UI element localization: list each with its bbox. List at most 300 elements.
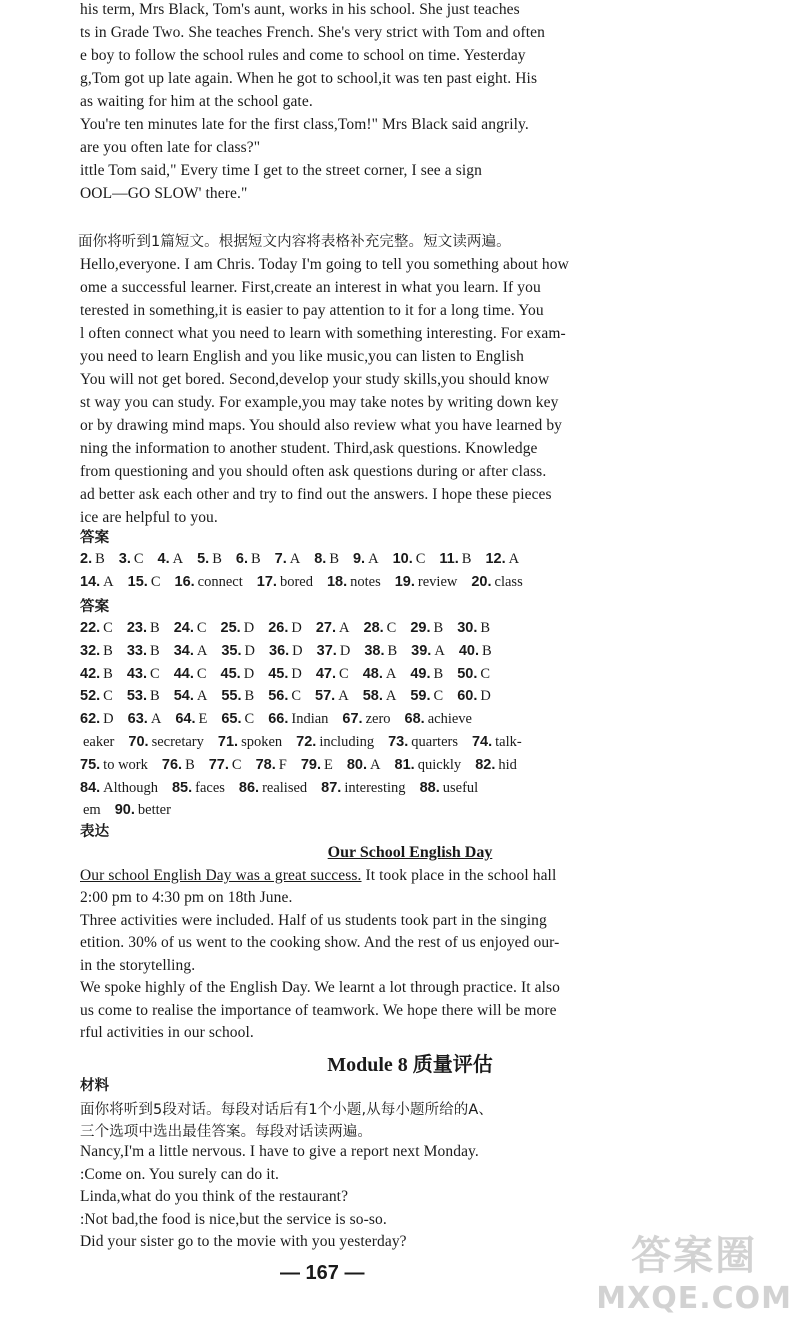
answer-number: 6. [235, 551, 248, 567]
answer-number: 82. [475, 756, 496, 773]
answer-number: 86. [238, 779, 260, 796]
answer-value: A [172, 551, 184, 567]
answer-value: A [434, 642, 445, 659]
answer-number: 17. [256, 574, 277, 590]
answer-value: Indian [291, 711, 329, 728]
answer-row [80, 686, 505, 706]
answer-row [80, 664, 504, 684]
passage-line: g,Tom got up late again. When he got to school,it was ten past eight. His [80, 70, 538, 87]
answer-number: 25. [220, 620, 241, 636]
dialogue-line: Did your sister go to the movie with you yesterday? [80, 1233, 407, 1250]
answer-value: quarters [411, 734, 458, 750]
answer-number: 67. [342, 711, 363, 728]
answer-row [80, 641, 506, 661]
answer-item [128, 572, 161, 592]
answer-number: 70. [128, 734, 149, 750]
answer-number: 33. [126, 642, 148, 659]
answer-value: A [508, 551, 520, 567]
answer-value: C [150, 665, 160, 682]
answer-number: 5. [197, 551, 210, 567]
answer-item [472, 732, 522, 752]
material-heading: 材料 [80, 1078, 110, 1094]
answer-value: achieve [427, 711, 472, 728]
answer-number: 22. [80, 620, 101, 636]
answer-item [327, 572, 381, 592]
answer-item [221, 709, 254, 729]
answer-number: 59. [410, 688, 431, 705]
essay-first-line-rest: It took place in the school hall [361, 867, 557, 884]
answer-row [80, 618, 504, 638]
answer-item [420, 778, 479, 798]
answer-item [457, 664, 490, 684]
answer-value: B [185, 756, 195, 773]
answer-value: B [387, 642, 398, 659]
answer-number: 48. [362, 665, 383, 682]
answer-item [80, 549, 105, 569]
passage-line: ad better ask each other and try to find out the answers. I hope these pieces [80, 486, 552, 503]
answer-number: 64. [175, 711, 196, 728]
answer-item [363, 686, 397, 706]
answer-number: 54. [173, 688, 194, 705]
dialogue-line: :Come on. You surely can do it. [80, 1165, 279, 1183]
answer-item [457, 686, 491, 706]
passage-line: You will not get bored. Second,develop your study skills,you should know [80, 371, 550, 388]
passage-line: terested in something,it is easier to pay attention to it for a long time. You [80, 302, 544, 319]
answer-item [80, 641, 113, 661]
essay-line: us come to realise the importance of teamwork. We hope there will be more [80, 1001, 557, 1019]
answer-item [314, 549, 339, 569]
answer-item [347, 755, 381, 775]
answer-value: em [83, 802, 101, 819]
essay-topic-sentence: Our school English Day was a great success. [80, 867, 362, 884]
essay-line: in the storytelling. [80, 956, 196, 974]
answer-value: D [243, 665, 255, 682]
essay-title: Our School English Day [327, 844, 493, 861]
answer-number: 73. [388, 734, 409, 750]
answer-item [321, 778, 405, 798]
answer-item [353, 549, 379, 569]
instruction-3b: 三个选项中选出最佳答案。每段对话读两遍。 [80, 1124, 372, 1140]
answer-value: E [324, 756, 333, 773]
answer-item [317, 641, 351, 661]
passage-line: from questioning and you should often ask questions during or after class. [80, 463, 547, 480]
answer-item [128, 709, 162, 729]
answer-item [80, 800, 101, 820]
answer-item [457, 618, 490, 638]
answer-value: B [329, 551, 339, 567]
answer-row [80, 709, 486, 729]
answer-number: 52. [80, 688, 101, 705]
answer-value: D [480, 688, 491, 705]
answer-number: 87. [321, 779, 342, 796]
answer-value: B [433, 620, 444, 636]
watermark-logo [596, 1224, 792, 1316]
answer-number: 29. [410, 620, 431, 636]
answer-number: 57. [315, 688, 336, 705]
answer-item [393, 549, 426, 569]
answer-value: C [386, 620, 397, 636]
answers-heading-2: 答案 [80, 599, 110, 615]
answer-value: C [103, 620, 113, 636]
answer-value: C [150, 574, 161, 590]
answer-value: Although [103, 779, 158, 796]
answer-item [172, 778, 225, 798]
answer-number: 71. [217, 734, 239, 750]
answer-value: interesting [344, 779, 406, 796]
answer-number: 49. [410, 665, 431, 682]
answer-item [439, 549, 471, 569]
answer-value: B [103, 665, 113, 682]
answer-value: C [103, 688, 113, 705]
answer-value: D [291, 620, 302, 636]
answer-item [221, 686, 254, 706]
passage-line: Hello,everyone. I am Chris. Today I'm going to tell you something about how [80, 256, 569, 273]
answer-value: B [103, 642, 113, 659]
answer-number: 78. [255, 756, 276, 773]
answer-number: 66. [268, 711, 289, 728]
answer-value: B [433, 665, 444, 682]
passage-line: You're ten minutes late for the first class,Tom!" Mrs Black said angrily. [80, 116, 529, 133]
answer-item [395, 572, 458, 592]
answer-value: B [212, 551, 222, 567]
answer-item [127, 686, 160, 706]
answer-value: A [370, 756, 381, 773]
answer-number: 37. [316, 642, 337, 659]
answer-number: 39. [411, 642, 432, 659]
answer-item [80, 709, 114, 729]
answer-item [80, 572, 114, 592]
answer-number: 34. [173, 642, 194, 659]
answer-number: 2. [80, 551, 93, 567]
answer-item [209, 755, 242, 775]
answer-number: 38. [364, 642, 385, 659]
passage-line: are you often late for class?" [80, 139, 261, 156]
answer-row [80, 732, 536, 752]
answer-value: B [95, 551, 105, 567]
answer-number: 47. [315, 665, 337, 682]
answer-number: 79. [300, 756, 321, 773]
answer-value: C [291, 688, 302, 705]
answer-value: to work [103, 756, 148, 773]
answer-value: C [196, 620, 207, 636]
answer-value: C [480, 665, 491, 682]
answer-number: 16. [174, 574, 195, 590]
answer-number: 7. [274, 551, 287, 567]
answer-item [80, 618, 113, 638]
answer-number: 62. [80, 711, 101, 728]
answer-number: 63. [127, 711, 148, 728]
answer-item [268, 709, 328, 729]
answer-value: A [339, 620, 350, 636]
answer-number: 30. [457, 620, 478, 636]
answer-item [388, 732, 458, 752]
passage-line: st way you can study. For example,you may take notes by writing down key [80, 394, 559, 411]
answer-value: C [415, 551, 426, 567]
answer-value: D [244, 642, 255, 659]
answers-heading-1: 答案 [80, 530, 110, 546]
answer-value: D [291, 665, 302, 682]
answer-value: B [150, 688, 160, 705]
answer-number: 9. [352, 551, 366, 567]
answer-number: 28. [363, 620, 384, 636]
answer-item [364, 641, 397, 661]
answer-value: A [289, 551, 301, 567]
answer-number: 90. [114, 802, 135, 819]
answer-value: spoken [241, 734, 283, 750]
answer-item [275, 549, 301, 569]
essay-line: etition. 30% of us went to the cooking show. And the rest of us enjoyed our- [80, 934, 560, 951]
answer-item [239, 778, 307, 798]
answer-item [119, 549, 144, 569]
answer-value: B [461, 551, 472, 567]
writing-heading: 表达 [80, 824, 110, 840]
essay-line: We spoke highly of the English Day. We learnt a lot through practice. It also [80, 979, 560, 996]
answer-value: B [250, 551, 261, 567]
answer-item [174, 686, 208, 706]
answer-item [218, 732, 282, 752]
answer-number: 40. [458, 642, 479, 659]
answer-item [80, 732, 114, 752]
answer-item [80, 755, 148, 775]
answer-value: notes [350, 574, 381, 590]
answer-value: D [243, 620, 255, 636]
answer-item [410, 686, 443, 706]
answer-number: 36. [269, 642, 290, 659]
answer-number: 44. [173, 665, 194, 682]
answer-item [364, 618, 397, 638]
answer-item [301, 755, 333, 775]
instruction-2: 面你将听到1篇短文。根据短文内容将表格补充完整。短文读两遍。 [78, 234, 511, 250]
passage-line: ts in Grade Two. She teaches French. She's very strict with Tom and often [80, 24, 545, 41]
answer-value: D [292, 642, 303, 659]
answer-number: 3. [118, 551, 131, 567]
answer-item [158, 549, 184, 569]
answer-value: secretary [151, 734, 204, 750]
passage-line: OOL—GO SLOW' there." [80, 185, 248, 202]
answer-value: including [319, 734, 375, 750]
essay-line: Three activities were included. Half of us students took part in the singing [80, 911, 547, 929]
passage-line: you need to learn English and you like music,you can listen to English [80, 348, 524, 365]
answer-value: faces [195, 779, 225, 796]
answer-number: 32. [80, 642, 101, 659]
answer-item [256, 755, 287, 775]
passage-line: or by drawing mind maps. You should also review what you have learned by [80, 417, 563, 434]
answer-item [268, 686, 301, 706]
answer-number: 74. [471, 734, 493, 750]
answer-number: 10. [392, 551, 413, 567]
answer-number: 45. [268, 665, 289, 682]
essay-line: rful activities in our school. [80, 1024, 254, 1041]
answer-item [316, 664, 349, 684]
answer-item [127, 664, 160, 684]
answer-item [257, 572, 313, 592]
answer-value: connect [197, 574, 243, 590]
answer-value: A [385, 665, 397, 682]
answer-item [221, 618, 255, 638]
answer-item [221, 664, 255, 684]
answer-number: 77. [208, 756, 229, 773]
answer-item [475, 755, 517, 775]
answer-number: 4. [157, 551, 170, 567]
answer-item [162, 755, 195, 775]
answer-value: useful [442, 779, 479, 796]
answer-value: B [481, 642, 492, 659]
answer-value: better [137, 802, 171, 819]
answer-number: 26. [268, 620, 289, 636]
answer-item [459, 641, 492, 661]
watermark-cn: 答案圈 [631, 1233, 758, 1279]
answer-item [485, 549, 519, 569]
answer-number: 55. [221, 688, 242, 705]
answer-value: C [433, 688, 444, 705]
dialogue-line: Linda,what do you think of the restaurant? [80, 1188, 349, 1205]
answer-item [197, 549, 222, 569]
answer-item [115, 800, 171, 820]
answer-number: 65. [221, 711, 242, 728]
answer-item [410, 664, 443, 684]
answer-item [80, 686, 113, 706]
answer-value: D [103, 711, 114, 728]
answer-row [80, 778, 492, 798]
dialogue-line: :Not bad,the food is nice,but the service is so-so. [80, 1210, 387, 1228]
answer-item [410, 618, 443, 638]
answer-number: 20. [471, 574, 492, 590]
answer-value: C [244, 711, 255, 728]
answer-item [269, 641, 303, 661]
answer-value: C [133, 551, 144, 567]
answer-value: A [103, 574, 114, 590]
passage-line: ome a successful learner. First,create an interest in what you learn. If you [80, 279, 541, 296]
watermark-url: MXQE.COM [596, 1281, 792, 1316]
answer-number: 15. [127, 574, 148, 590]
answer-value: A [196, 642, 208, 659]
answer-item [315, 686, 349, 706]
answer-value: zero [365, 711, 391, 728]
essay-line: 2:00 pm to 4:30 pm on 18th June. [80, 889, 293, 906]
answer-number: 23. [126, 620, 148, 636]
answer-value: class [494, 574, 523, 590]
answer-item [411, 641, 445, 661]
answer-number: 56. [268, 688, 289, 705]
dialogue-line: Nancy,I'm a little nervous. I have to give a report next Monday. [80, 1143, 479, 1160]
answer-item [395, 755, 462, 775]
answer-item [363, 664, 397, 684]
passage-line: as waiting for him at the school gate. [80, 93, 313, 110]
answer-value: A [368, 551, 379, 567]
answer-value: A [150, 711, 162, 728]
answer-value: B [480, 620, 491, 636]
answer-value: A [338, 688, 349, 705]
passage-line: e boy to follow the school rules and come to school on time. Yesterday [80, 47, 526, 64]
answer-number: 75. [80, 756, 101, 773]
passage-line: ice are helpful to you. [80, 509, 218, 526]
answer-number: 58. [362, 688, 383, 705]
answer-value: C [196, 665, 207, 682]
answer-value: eaker [83, 734, 115, 750]
answer-number: 42. [80, 665, 101, 682]
answer-item [174, 664, 207, 684]
answer-value: B [244, 688, 255, 705]
answer-number: 68. [404, 711, 425, 728]
answer-number: 88. [419, 779, 440, 796]
answer-number: 84. [80, 779, 101, 796]
answer-value: D [339, 642, 351, 659]
page-number: — 167 — [280, 1262, 365, 1284]
answer-value: C [339, 665, 349, 682]
answer-item [236, 549, 261, 569]
answer-value: F [278, 756, 287, 773]
answer-row [80, 572, 537, 592]
answer-item [127, 641, 160, 661]
answer-value: quickly [417, 756, 462, 773]
answer-item [268, 664, 302, 684]
answer-value: B [150, 620, 160, 636]
instruction-3a: 面你将听到5段对话。每段对话后有1个小题,从每小题所给的A、 [80, 1102, 493, 1118]
answer-value: bored [279, 574, 313, 590]
answer-item [342, 709, 390, 729]
answer-item [175, 572, 243, 592]
passage-line: his term, Mrs Black, Tom's aunt, works in his school. She just teaches [80, 1, 520, 18]
answer-item [268, 618, 302, 638]
answer-value: B [150, 642, 160, 659]
answer-item [80, 778, 158, 798]
answer-item [405, 709, 472, 729]
answer-value: realised [262, 779, 308, 796]
answer-number: 35. [221, 642, 242, 659]
answer-item [296, 732, 374, 752]
answer-number: 27. [315, 620, 337, 636]
passage-line: ning the information to another student. Third,ask questions. Knowledge [80, 440, 538, 457]
answer-number: 80. [346, 756, 368, 773]
answer-number: 12. [485, 551, 506, 567]
answer-item [174, 641, 208, 661]
answer-number: 81. [394, 756, 415, 773]
passage-line: ittle Tom said," Every time I get to the street corner, I see a sign [80, 162, 482, 179]
essay-first-line [80, 866, 556, 886]
answer-number: 43. [126, 665, 148, 682]
answer-value: A [385, 688, 397, 705]
answer-row [80, 755, 531, 775]
answer-number: 14. [80, 574, 101, 590]
answer-value: review [417, 574, 458, 590]
answer-number: 45. [220, 665, 241, 682]
answer-number: 11. [439, 551, 459, 567]
passage-line: l often connect what you need to learn with something interesting. For exam- [80, 325, 566, 342]
answer-number: 8. [314, 551, 327, 567]
answer-number: 85. [171, 779, 193, 796]
answer-number: 18. [326, 574, 348, 590]
answer-item [80, 664, 113, 684]
answer-number: 50. [457, 665, 478, 682]
answer-value: C [231, 756, 242, 773]
answer-row [80, 549, 533, 569]
answer-value: A [196, 688, 208, 705]
answer-number: 72. [296, 734, 317, 750]
answer-item [221, 641, 255, 661]
answer-number: 53. [126, 688, 148, 705]
answer-item [175, 709, 207, 729]
answer-item [174, 618, 207, 638]
answer-value: talk- [495, 734, 522, 750]
answer-value: hid [498, 756, 517, 773]
answer-number: 24. [173, 620, 194, 636]
module-title: Module 8 质量评估 [327, 1054, 493, 1076]
answer-item [127, 618, 160, 638]
answer-number: 60. [457, 688, 478, 705]
answer-row [80, 800, 185, 820]
answer-item [128, 732, 204, 752]
answer-number: 76. [161, 756, 183, 773]
